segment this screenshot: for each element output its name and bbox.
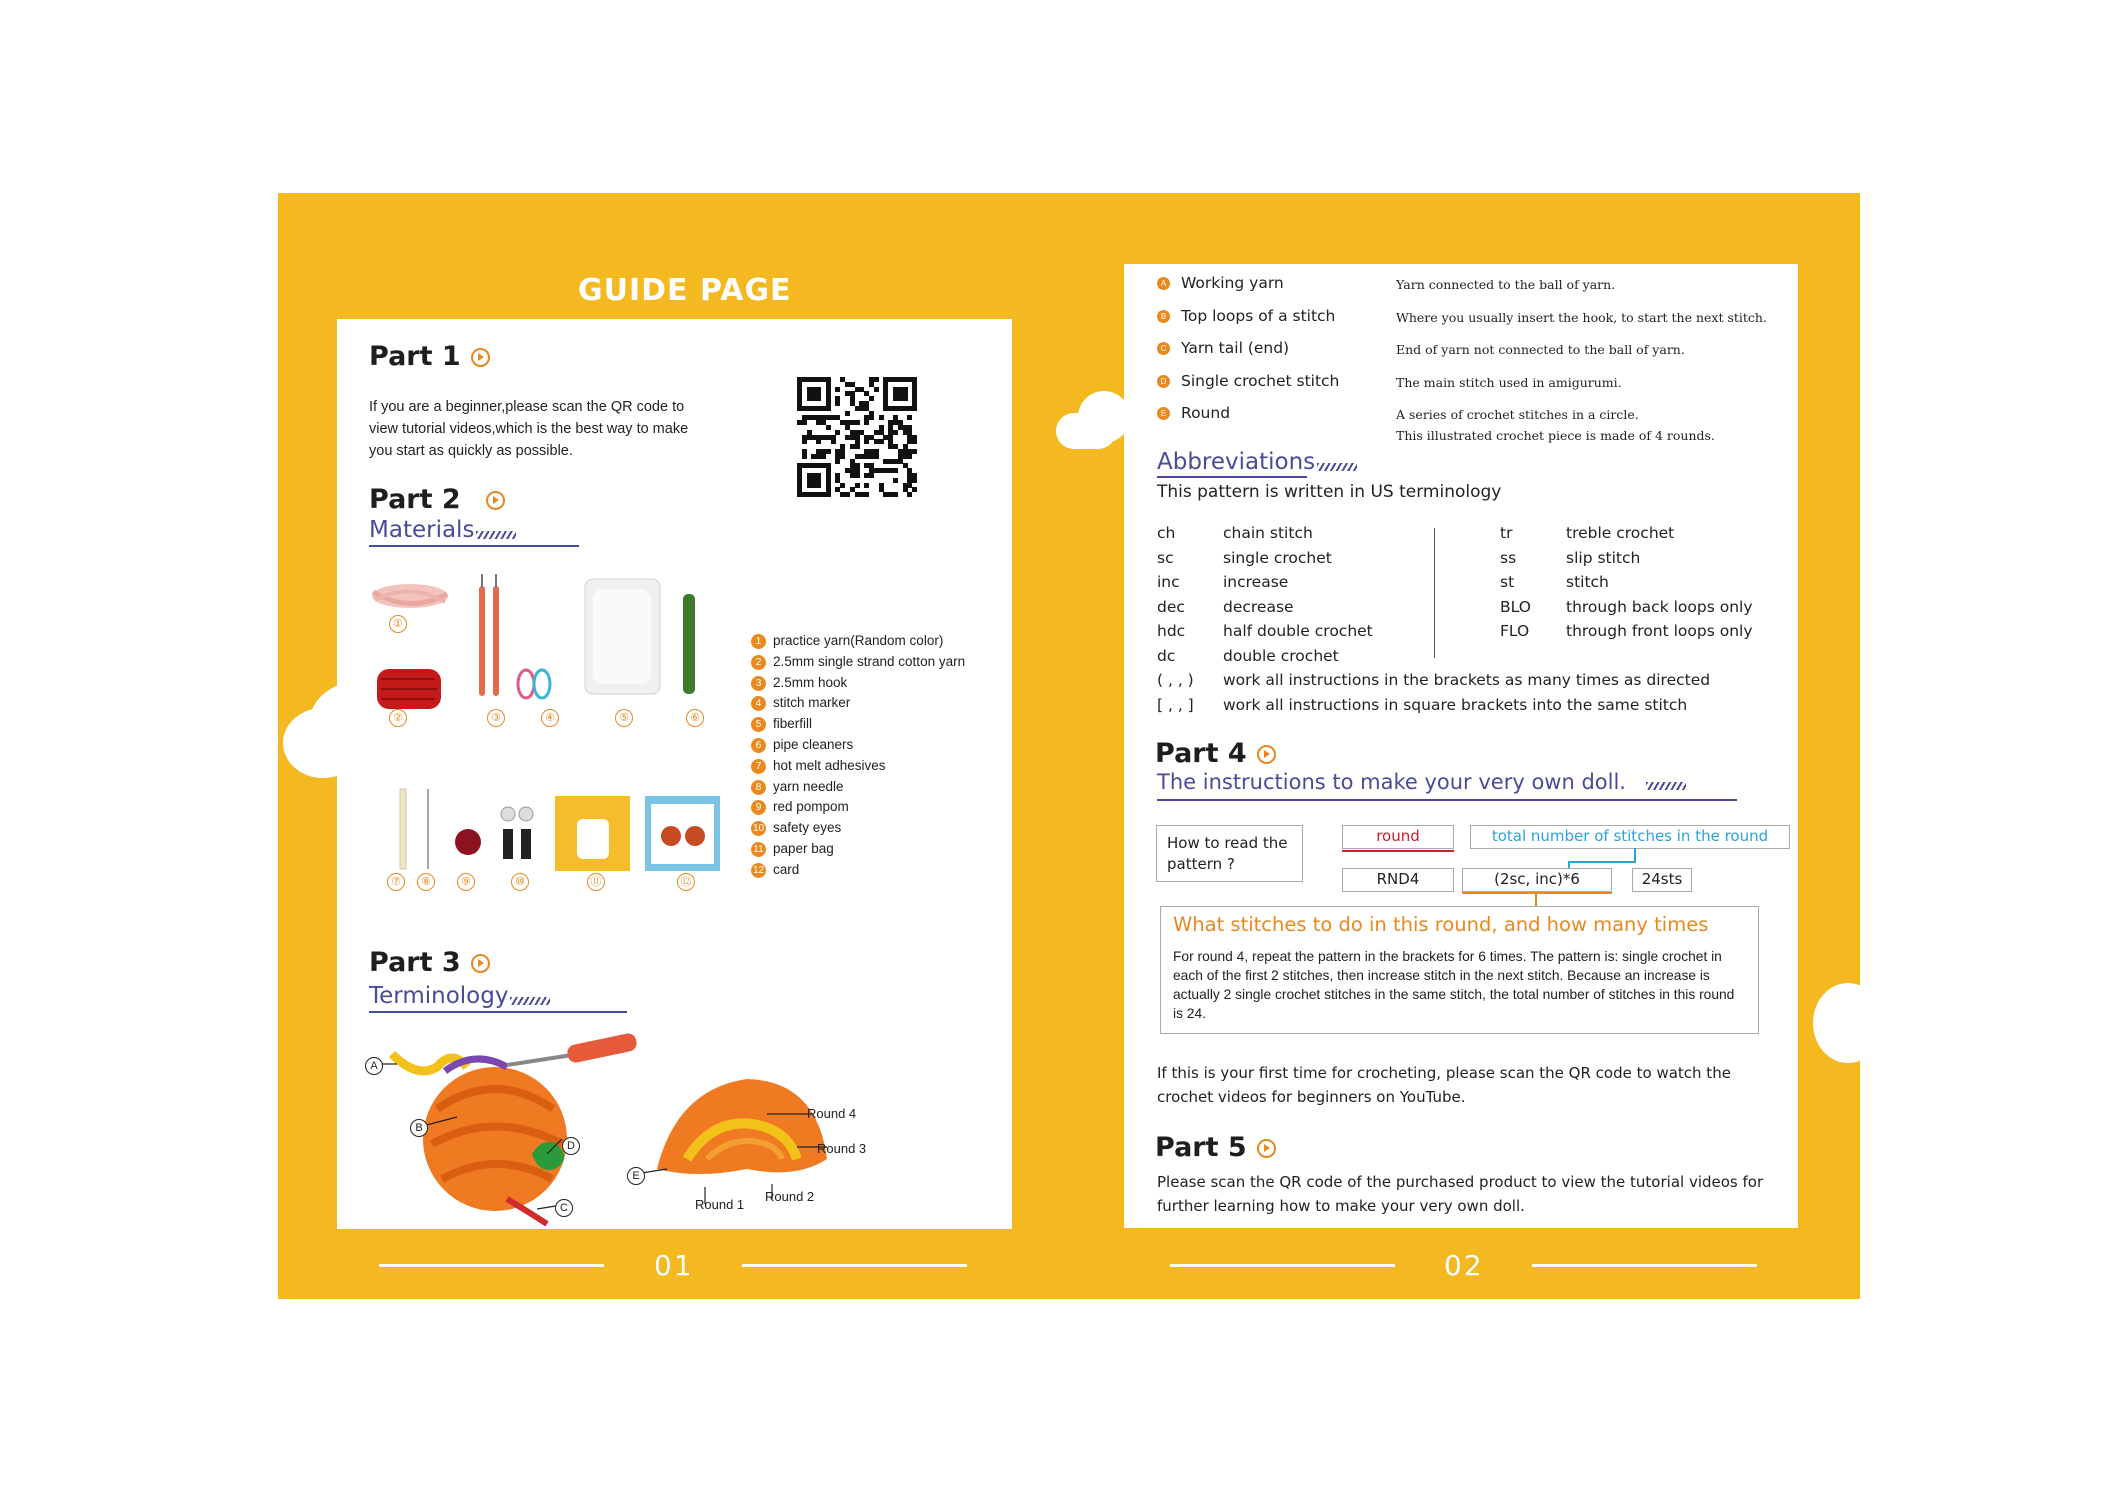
round-label-box: round [1342,825,1454,849]
term-name: Working yarn [1181,274,1284,292]
round-underline [1342,850,1454,852]
how-to-read-box: How to read the pattern ? [1156,825,1303,882]
abbr-meaning: chain stitch [1223,524,1313,542]
cloud-center-2 [1056,413,1116,449]
material-label: fiberfill [773,716,813,732]
photo-label: ⑧ [417,873,435,891]
abbr-meaning: slip stitch [1566,548,1641,567]
callout-b: B [410,1119,428,1137]
play-icon[interactable] [1257,745,1276,764]
term-letter: B [1157,310,1170,323]
callout-a: A [365,1057,383,1075]
sts-box: 24sts [1632,868,1692,892]
material-label: card [773,861,800,877]
part1-text: If you are a beginner,please scan the QR code to view tutorial videos,which is the best way to make you start as quickly as possible. [369,399,689,459]
abbr-code: FLO [1500,622,1530,640]
material-number: 2 [751,655,766,670]
terminology-note: This pattern is written in US terminology [1157,482,1502,502]
footer-line [379,1264,604,1267]
abbr-code: [ , , ] [1157,695,1194,714]
abbr-code: dc [1157,646,1176,665]
abbr-divider [1434,528,1435,658]
material-number: 10 [752,823,765,835]
material-number: 4 [751,696,766,711]
abbr-code: sc [1157,548,1174,567]
material-number: 1 [751,634,766,649]
material-label: 2.5mm single strand cotton yarn [773,653,966,669]
round-2-label: Round 2 [765,1189,815,1204]
abbr-code: tr [1500,524,1513,542]
material-number: 7 [751,759,766,774]
abbr-meaning: half double crochet [1223,622,1373,640]
photo-label: ⑩ [511,873,529,891]
callout-d: D [562,1137,580,1155]
qr-code [797,377,917,497]
term-name: Round [1181,404,1231,422]
round-1-label: Round 1 [695,1197,745,1212]
first-time-text: If this is your first time for crocheting, please scan the QR code to watch the crochet videos for beginners on YouTube. [1157,1064,1731,1106]
material-item [751,716,812,732]
abbr-code: ch [1157,524,1176,542]
material-label: paper bag [773,841,834,856]
abbr-meaning: treble crochet [1566,524,1675,542]
total-label-box: total number of stitches in the round [1470,825,1790,849]
part5-text: Please scan the QR code of the purchased product to view the tutorial videos for further learning how to make your very own doll. [1157,1173,1764,1215]
material-item [751,654,965,670]
material-item [751,633,943,649]
material-label: stitch marker [773,695,851,711]
abbr-meaning: decrease [1223,597,1294,616]
practice-yarn-photo [372,584,448,608]
term-name: Yarn tail (end) [1181,339,1290,357]
abbr-code: BLO [1500,597,1531,616]
page-1 [337,319,1012,1229]
play-icon[interactable] [471,954,490,973]
photo-label: ⑥ [686,709,704,727]
term-row [1157,307,1335,326]
rnd-box: RND4 [1342,868,1454,892]
material-number: 5 [751,717,766,732]
material-label: practice yarn(Random color) [773,633,944,648]
abbr-code: st [1500,573,1515,591]
cloud-right [1813,983,1860,1063]
material-item [751,820,841,836]
material-number: 9 [751,800,766,815]
pattern-connector [1535,892,1537,906]
term-letter: D [1157,375,1170,388]
term-description: Where you usually insert the hook, to start the next stitch. [1396,309,1767,325]
abbr-code: inc [1157,573,1180,591]
paper-bag-photo [555,796,630,871]
material-label: hot melt adhesives [773,757,886,773]
material-item [751,737,853,753]
part2-heading: Part 2 [369,484,505,515]
abbr-meaning: work all instructions in square brackets into the same stitch [1223,695,1688,714]
photo-label: ① [389,615,407,633]
abbr-meaning: through front loops only [1566,622,1753,640]
term-row [1157,339,1289,358]
play-icon[interactable] [471,348,490,367]
photo-label: ③ [487,709,505,727]
round-3-label: Round 3 [817,1141,867,1156]
card-photo [645,796,720,871]
abbreviations-underline [1157,476,1307,478]
crochet-ball [392,1032,638,1224]
pattern-underline [1462,892,1612,894]
round-piece [657,1079,827,1174]
term-row [1157,404,1230,423]
footer-line [1532,1264,1757,1267]
abbr-meaning: single crochet [1223,548,1332,567]
safety-eyes-photo [501,807,533,859]
page-number-1: 01 [654,1249,694,1282]
photo-label: ② [389,709,407,727]
pipe-cleaners-photo [683,594,695,694]
footer-line [1170,1264,1395,1267]
material-number: 8 [751,780,766,795]
play-icon[interactable] [1257,1139,1276,1158]
callout-c: C [555,1199,573,1217]
material-label: pipe cleaners [773,737,854,752]
material-item [751,841,834,857]
page-2 [1124,264,1798,1228]
hooks-photo [479,574,499,696]
material-item [751,779,844,795]
material-number: 6 [751,738,766,753]
term-name: Single crochet stitch [1181,371,1340,390]
term-description-2: This illustrated crochet piece is made of 4 rounds. [1396,428,1715,443]
materials-photos [365,574,725,904]
abbr-code: hdc [1157,622,1186,640]
glue-stick-photo [400,789,406,869]
material-label: red pompom [773,799,849,815]
term-name: Top loops of a stitch [1181,306,1336,325]
material-number: 12 [752,864,765,876]
abbr-meaning: stitch [1566,573,1609,591]
pattern-box: (2sc, inc)*6 [1462,868,1612,892]
material-item [751,675,847,691]
play-icon[interactable] [486,491,505,510]
part4-subtitle: The instructions to make your very own doll. [1157,770,1686,794]
material-label: safety eyes [773,820,842,836]
abbreviations-title: Abbreviations [1157,449,1357,475]
callout-e: E [627,1167,645,1185]
term-letter: E [1157,407,1170,420]
term-description: Yarn connected to the ball of yarn. [1396,277,1616,292]
red-pompom-photo [455,829,481,855]
materials-subtitle: Materials [369,517,516,543]
material-label: 2.5mm hook [773,674,848,690]
part4-underline [1157,799,1737,801]
photo-label: ⑦ [387,873,405,891]
abbr-code: dec [1157,597,1185,616]
round-4-label: Round 4 [807,1106,857,1121]
stitch-marker-photo [518,670,550,698]
footer-line [742,1264,967,1267]
cotton-yarn-photo [377,669,441,709]
material-label: yarn needle [773,778,844,794]
term-row [1157,372,1339,391]
term-letter: A [1157,277,1170,290]
total-connector [1634,848,1636,862]
part3-heading: Part 3 [369,947,490,978]
terminology-subtitle: Terminology [369,983,550,1009]
fiberfill-photo [585,579,660,694]
part4-heading: Part 4 [1155,738,1276,769]
photo-label: ⑫ [677,873,695,891]
part1-heading: Part 1 [369,341,490,372]
term-row [1157,274,1284,293]
abbr-meaning: increase [1223,573,1289,591]
abbr-code: ( , , ) [1157,671,1194,689]
material-item [751,695,850,711]
material-item [751,799,849,815]
abbr-meaning: through back loops only [1566,597,1753,616]
what-stitches-box: What stitches to do in this round, and how many times For round 4, repeat the pattern in the brackets for 6 times. The pattern is: single crochet in each of the first 2 stitches, then increase stitch in the next stitch. Because an increase is actually 2 single crochet stitches in the same stitch, the total number of stitches in this round is 24. [1160,906,1759,1034]
booklet-spread: GUIDE PAGE Part 1 If you are a beginner,please scan the QR code to view tutorial videos,which is the best way to make you start as quickly as possible. Part 2 Materials ① ② ③ ④ ⑤ ⑥ ⑦ ⑧ ⑨ ⑩ ⑪ ⑫ 1 practice yarn(Random color) 2 2.5mm single strand cotton yarn 3 2.5mm hook 4 stitch marker 5 fiberfill 6 pipe cleaners 7 hot melt adhesives 8 yarn needle 9 red pompom 10 safety eyes 11 paper bag 12 card Part 3 Terminology A B C D E Round 4 Round 3 Round 2 Round 1 A Working yarn Yarn connected to the ball of yarn. B Top loops of a stitch Where you usually insert the hook, to start the next stitch. C Yarn tail (end) End of yarn not connected to the ball of yarn. D Single crochet stitch The main stitch used in amigurumi. E Round A series of crochet stitches in a circle. This illustrated crochet piece is made of 4 rounds. Abbreviations This pattern is written in US terminology ch chain stitch sc single crochet inc increase dec decrease hdc half double crochet dc double crochet ( , , ) work all instructions in the brackets as many times as directed [ , , ] work all instructions in square brackets into the same stitch tr treble crochet ss slip stitch st stitch BLO through back loops only FLO through front loops only Part 4 The instructions to make your very own doll. How to read the pattern ? round total number of stitches in the round RND4 (2sc, inc)*6 24sts What stitches to do in this round, and how many times For round 4, repeat the pattern in the brackets for 6 times. The pattern is: single crochet in each of the first 2 stitches, then increase stitch in the next stitch. Because an increase is actually 2 single crochet stitches in the same stitch, the total number of stitches in this round is 24. If this is your first time for crocheting, please scan the QR code to watch the crochet videos for beginners on YouTube. Part 5 Please scan the QR code of the purchased product to view the tutorial videos for further learning how to make your very own doll. 01 02 [278,193,1860,1299]
term-description: End of yarn not connected to the ball of yarn. [1396,342,1685,357]
abbr-meaning: work all instructions in the brackets as many times as directed [1223,671,1711,689]
photo-label: ⑤ [615,709,633,727]
part5-heading: Part 5 [1155,1132,1276,1163]
crochet-illustration [357,1009,1007,1229]
photo-label: ④ [541,709,559,727]
material-number: 11 [751,842,766,857]
material-number: 3 [751,676,766,691]
material-item [751,862,799,878]
term-description: A series of crochet stitches in a circle. [1396,407,1639,422]
abbr-meaning: double crochet [1223,646,1339,665]
abbr-code: ss [1500,548,1517,567]
term-description: The main stitch used in amigurumi. [1396,374,1622,390]
material-item [751,758,886,774]
term-letter: C [1157,342,1170,355]
photo-label: ⑪ [587,873,605,891]
materials-underline [369,545,579,547]
page-number-2: 02 [1444,1249,1484,1282]
photo-label: ⑨ [457,873,475,891]
total-connector-h [1568,861,1636,863]
